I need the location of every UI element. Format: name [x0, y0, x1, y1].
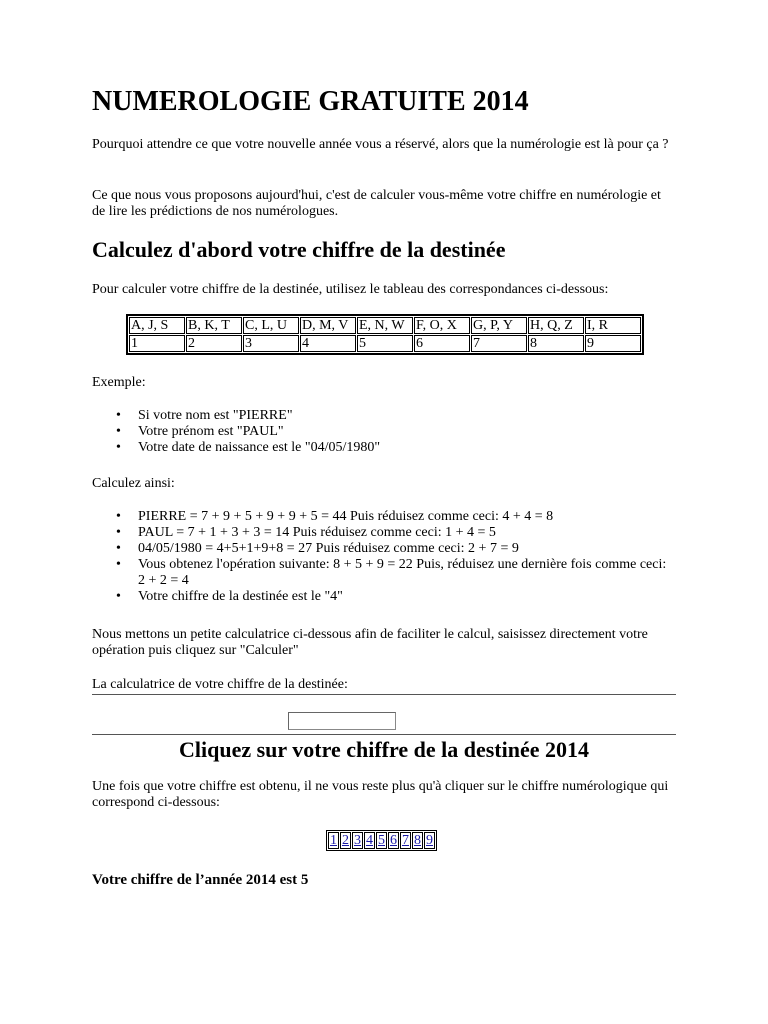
- number-link-8[interactable]: 8: [414, 833, 421, 848]
- letters-cell: A, J, S: [129, 317, 185, 334]
- section-heading-click-number: Cliquez sur votre chiffre de la destinée 2014: [178, 737, 589, 762]
- letters-cell: E, N, W: [357, 317, 413, 334]
- letters-cell: B, K, T: [186, 317, 242, 334]
- list-item: • 04/05/1980 = 4+5+1+9+8 = 27 Puis réduisez comme ceci: 2 + 7 = 9: [138, 541, 676, 557]
- letters-cell: H, Q, Z: [528, 317, 584, 334]
- click-instruction-text: Une fois que votre chiffre est obtenu, il ne vous reste plus qu'à cliquer sur le chiffre numérologique qui correspond ci-dessous:: [92, 779, 669, 810]
- calculator-intro-text: Nous mettons un petite calculatrice ci-dessous afin de faciliter le calcul, saisissez directement votre opération puis cliquez sur "Calculer": [92, 627, 648, 658]
- letters-row: [129, 317, 641, 334]
- letters-cell: D, M, V: [300, 317, 356, 334]
- number-link-2[interactable]: 2: [342, 833, 349, 848]
- number-link-3[interactable]: 3: [354, 833, 361, 848]
- result-text: Votre chiffre de l’année 2014 est 5: [92, 872, 309, 888]
- number-link-7[interactable]: 7: [402, 833, 409, 848]
- list-item: • Votre chiffre de la destinée est le "4": [138, 589, 676, 605]
- calc-label: Calculez ainsi:: [92, 476, 175, 491]
- number-cell: 9: [585, 335, 641, 352]
- number-cell: 6: [414, 335, 470, 352]
- list-item: • PAUL = 7 + 1 + 3 + 3 = 14 Puis réduisez comme ceci: 1 + 4 = 5: [138, 525, 676, 541]
- letters-cell: I, R: [585, 317, 641, 334]
- number-link-6[interactable]: 6: [390, 833, 397, 848]
- calculator-input[interactable]: [288, 712, 396, 730]
- table-intro-text: Pour calculer votre chiffre de la destinée, utilisez le tableau des correspondances ci-dessous:: [92, 282, 609, 297]
- number-links-table: [326, 830, 437, 851]
- section-heading-destiny: Calculez d'abord votre chiffre de la destinée: [92, 237, 506, 262]
- number-link-4[interactable]: 4: [366, 833, 373, 848]
- letters-cell: G, P, Y: [471, 317, 527, 334]
- list-item: • Votre prénom est "PAUL": [138, 424, 676, 440]
- intro-paragraph-1: Pourquoi attendre ce que votre nouvelle année vous a réservé, alors que la numérologie est là pour ça ?: [92, 137, 669, 152]
- list-item: • Vous obtenez l'opération suivante: 8 + 5 + 9 = 22 Puis, réduisez une dernière fois comme ceci: 2 + 2 = 4: [138, 557, 676, 589]
- number-link-1[interactable]: 1: [330, 833, 337, 848]
- divider: [92, 734, 676, 735]
- number-link-5[interactable]: 5: [378, 833, 385, 848]
- example-list: [92, 408, 676, 456]
- list-item: • PIERRE = 7 + 9 + 5 + 9 + 9 + 5 = 44 Puis réduisez comme ceci: 4 + 4 = 8: [138, 509, 676, 525]
- number-cell: 8: [528, 335, 584, 352]
- example-label: Exemple:: [92, 375, 146, 390]
- number-cell: 7: [471, 335, 527, 352]
- list-item: • Si votre nom est "PIERRE": [138, 408, 676, 424]
- number-cell: 1: [129, 335, 185, 352]
- number-cell: 2: [186, 335, 242, 352]
- correspondence-table: [126, 314, 644, 355]
- page-title: NUMEROLOGIE GRATUITE 2014: [92, 86, 529, 117]
- number-cell: 4: [300, 335, 356, 352]
- number-link-9[interactable]: 9: [426, 833, 433, 848]
- letters-cell: C, L, U: [243, 317, 299, 334]
- number-cell: 3: [243, 335, 299, 352]
- calc-list: [92, 509, 676, 605]
- numbers-row: [129, 335, 641, 352]
- calculator-label: La calculatrice de votre chiffre de la destinée:: [92, 677, 348, 692]
- letters-cell: F, O, X: [414, 317, 470, 334]
- list-item: • Votre date de naissance est le "04/05/1980": [138, 440, 676, 456]
- number-cell: 5: [357, 335, 413, 352]
- divider: [92, 694, 676, 695]
- intro-paragraph-2: Ce que nous vous proposons aujourd'hui, c'est de calculer vous-même votre chiffre en numérologie et de lire les prédictions de nos numérologues.: [92, 188, 661, 219]
